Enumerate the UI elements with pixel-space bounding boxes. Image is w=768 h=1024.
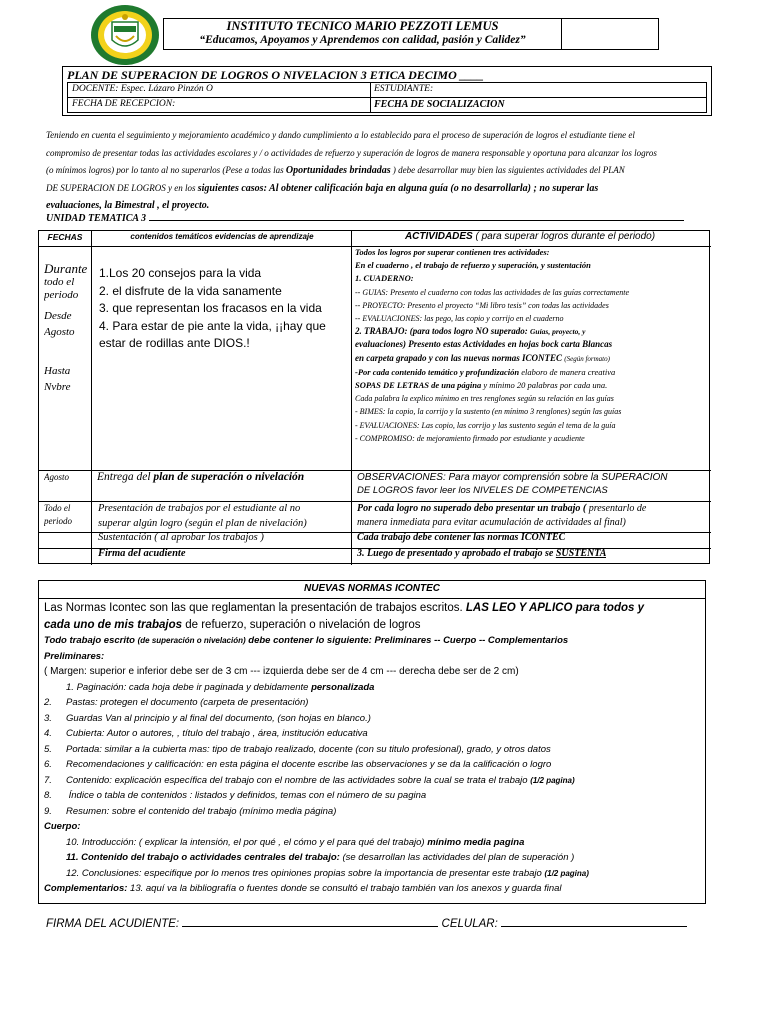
fechas-block: Durante todo el periodo Desde Agosto Hasta Nvbre <box>44 261 88 393</box>
header-fechas: FECHAS <box>47 232 83 242</box>
row-sustentacion-contenido: Sustentación ( al aprobar los trabajos ) <box>98 532 264 543</box>
row-agosto-contenido: Entrega del plan de superación o nivelación <box>97 471 305 483</box>
row-firma-contenido: Firma del acudiente <box>98 548 186 559</box>
contenido-item: 2. el disfrute de la vida sanamente <box>99 283 282 298</box>
firma-line[interactable] <box>182 917 438 927</box>
institution-name: INSTITUTO TECNICO MARIO PEZZOTI LEMUS <box>226 19 499 33</box>
row-agosto-actividad: OBSERVACIONES: Para mayor comprensión sobre la SUPERACION DE LOGROS favor leer los NIVELES DE COMPETENCIAS <box>357 472 668 496</box>
intro-paragraph: Teniendo en cuenta el seguimiento y mejoramiento académico y dando cumplimiento a lo establecido para el proceso de superación de logros el estudiante tiene el compromiso de presentar todas las actividades escolares y / o actividades de refuerzo y superación de logros de manera responsable y oportuna para alcanzar los logros (o mínimos logros) por lo tanto al no superarlos (Pese a todas las Oportunidades brindadas ) debe desarrollar muy bien las siguientes actividades del PLAN DE SUPERACION DE LOGROS y en los siguientes casos: Al obtener calificación baja en alguna guía (o no desarrollarla) ; no superar las evaluaciones, la Bimestral , el proyecto. <box>46 130 657 212</box>
row-periodo-fecha: Todo el periodo <box>44 503 72 526</box>
row-agosto-fecha: Agosto <box>44 472 70 482</box>
fecha-socializacion-field[interactable]: FECHA DE SOCIALIZACION <box>374 99 505 110</box>
celular-label: CELULAR: <box>438 918 501 930</box>
icontec-title: NUEVAS NORMAS ICONTEC <box>304 583 440 594</box>
contenido-item: 4. Para estar de pie ante la vida, ¡¡hay que <box>99 318 326 333</box>
institution-motto: “Educamos, Apoyamos y Aprendemos con calidad, pasión y Calidez” <box>199 34 526 46</box>
docente-field: DOCENTE: Espec. Lázaro Pinzón O <box>72 84 213 94</box>
estudiante-field[interactable]: ESTUDIANTE: <box>374 84 434 94</box>
row-firma-actividad: 3. Luego de presentado y aprobado el trabajo se SUSTENTA <box>357 548 607 559</box>
institution-header <box>163 18 659 50</box>
contenido-item: 3. que representan los fracasos en la vida <box>99 301 322 316</box>
footer-signature <box>46 917 716 930</box>
plan-title: PLAN DE SUPERACION DE LOGROS O NIVELACION 3 ETICA DECIMO ____ <box>67 68 484 82</box>
unidad-tematica: UNIDAD TEMATICA 3 <box>46 212 706 224</box>
header-contenidos: contenidos temáticos evidencias de aprendizaje <box>130 232 314 241</box>
row-periodo-actividad: Por cada logro no superado debo presentar un trabajo ( presentarlo de manera inmediata para evitar acumulación de actividades al final) <box>357 503 647 528</box>
plan-info-box <box>62 66 712 116</box>
school-crest-logo <box>90 4 160 66</box>
celular-line[interactable] <box>501 917 687 927</box>
firma-label: FIRMA DEL ACUDIENTE: <box>46 918 183 930</box>
fecha-recepcion-field[interactable]: FECHA DE RECEPCION: <box>72 99 176 109</box>
row-sustentacion-actividad: Cada trabajo debe contener las normas ICONTEC <box>357 532 566 543</box>
contenidos-list <box>99 265 326 353</box>
header-actividades: ACTIVIDADES ( para superar logros durante el periodo) <box>404 231 656 242</box>
row-periodo-contenido: Presentación de trabajos por el estudiante al no superar algún logro (según el plan de nivelación) <box>98 503 307 529</box>
contenido-item: estar de rodillas ante DIOS.! <box>99 336 250 351</box>
activities-list: Todos los logros por superar contienen tres actividades: En el cuaderno , el trabajo de refuerzo y superación, y sustentación 1. CUADERNO: -- GUIAS: Presento el cuaderno con todas las actividades de las guías correctamente -- PROYECTO: Presento el proyecto “Mi libro tesis” con todas las actividades -- EVALUACIONES: las pego, las copio y corrijo en el cuaderno 2. TRABAJO: (para todos logro NO superado: Guías, proyecto, y evaluaciones) Presento estas Actividades en hojas bock carta Blancas en carpeta grapado y con las nuevas normas ICONTEC (Según formato) -Por cada contenido temático y profundización elaboro de manera creativa SOPAS DE LETRAS de una página y mínimo 20 palabras por cada una. Cada palabra la explico mínimo en tres renglones según su relación en las guías - BIMES: la copio, la corrijo y la sustento (en mínimo 3 renglones) según las guías - EVALUACIONES: Las copio, las corrijo y las sustento según el tema de la guía - COMPROMISO: de mejoramiento firmado por estudiante y acudiente <box>355 247 630 443</box>
icontec-body: Las Normas Icontec son las que reglamentan la presentación de trabajos escritos. LAS LEO Y APLICO para todos y cada uno de mis trabajos de refuerzo, superación o nivelación de logros Todo trabajo escrito (de superación o nivelación) debe contener lo siguiente: Preliminares -- Cuerpo -- Complementarios Preliminares: ( Margen: superior e inferior debe ser de 3 cm --- izquierda debe ser de 4 cm --- derecha debe ser de 2 cm) 1. Paginación: cada hoja debe ir paginada y debidamente personalizada 2. Pastas: protegen el documento (carpeta de presentación) 3. Guardas Van al principio y al final del documento, (son hojas en blanco.) 4. Cubierta: Autor o autores, , título del trabajo , área, institución educativa 5. Portada: similar a la cubierta mas: tipo de trabajo realizado, docente (con su titulo profesional), grado, y otros datos 6. Recomendaciones y calificación: en esta página el docente escribe las observaciones y se da la calificación o logro 7. Contenido: explicación específica del trabajo con el nombre de las actividades sobre la cual se trata el trabajo (1/2 pagina) 8. Índice o tabla de contenidos : listados y definidos, temas con el número de su pagina 9. Resumen: sobre el contenido del trabajo (mínimo media página) Cuerpo: 10. Introducción: ( explicar la intensión, el por qué , el cómo y el para qué del trabajo) mínimo media pagina 11. Contenido del trabajo o actividades centrales del trabajo: (se desarrollan las actividades del plan de superación ) 12. Conclusiones: especifique por lo menos tres opiniones propias sobre la importancia de presentar este trabajo (1/2 pagina) Complementarios: 13. aquí va la bibliografía o fuentes donde se consultó el trabajo también van los anexos y guarda final <box>44 602 644 894</box>
contenido-item: 1.Los 20 consejos para la vida <box>99 266 262 280</box>
